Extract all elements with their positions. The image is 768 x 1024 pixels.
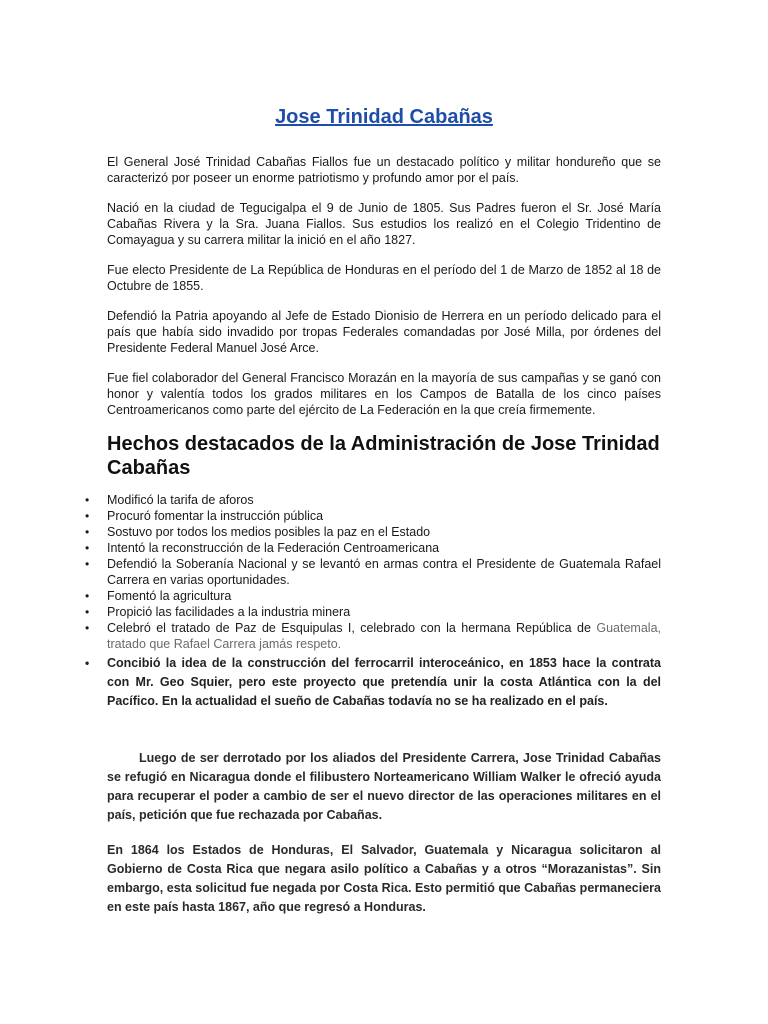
bullet-icon: • — [85, 493, 90, 507]
document-page — [85, 100, 661, 933]
list-item-text: Sostuvo por todos los medios posibles la paz en el Estado — [107, 525, 431, 539]
list-item — [85, 588, 661, 604]
list-item — [85, 604, 661, 620]
paragraph-presidency: Fue electo Presidente de La República de Honduras en el período del 1 de Marzo de 1852 al 18 de Octubre de 1855. — [107, 263, 661, 293]
list-item — [85, 556, 661, 588]
list-item — [85, 524, 661, 540]
bullet-icon: • — [85, 509, 90, 523]
bullet-icon: • — [85, 541, 90, 555]
list-item — [85, 540, 661, 556]
bullet-icon: • — [85, 605, 90, 619]
list-item — [85, 620, 661, 652]
bullet-icon: • — [85, 557, 90, 571]
list-item-text: Modificó la tarifa de aforos — [107, 493, 254, 507]
bullet-icon: • — [85, 621, 90, 635]
list-item-text: Celebró el tratado de Paz de Esquipulas I, celebrado con la hermana República de — [107, 621, 597, 635]
paragraph-exile: Luego de ser derrotado por los aliados del Presidente Carrera, Jose Trinidad Cabañas se refugió en Nicaragua donde el filibustero Norteamericano William Walker le ofreció ayuda para recuperar el poder a cambio de ser el nuevo director de las operaciones militares en el país, petición que fue rechazada por Cabañas. — [107, 751, 661, 822]
paragraph-defense: Defendió la Patria apoyando al Jefe de Estado Dionisio de Herrera en un período delicado para el país que había sido invadido por tropas Federales comandadas por José Milla, por órdenes del Presidente Federal Manuel José Arce. — [107, 309, 661, 355]
facts-list — [85, 492, 661, 711]
list-item — [85, 492, 661, 508]
bullet-icon: • — [85, 589, 90, 603]
paragraph-intro: El General José Trinidad Cabañas Fiallos fue un destacado político y militar hondureño que se caracterizó por poseer un enorme patriotismo y profundo amor por el país. — [107, 155, 661, 185]
bullet-icon: • — [85, 656, 90, 670]
list-item — [85, 654, 661, 711]
paragraph-asylum: En 1864 los Estados de Honduras, El Salvador, Guatemala y Nicaragua solicitaron al Gobierno de Costa Rica que negara asilo político a Cabañas y a otros “Morazanistas”. Sin embargo, esta solicitud fue negada por Costa Rica. Esto permitió que Cabañas permaneciera en este país hasta 1867, año que regresó a Honduras. — [107, 843, 661, 914]
list-item-text: Concibió la idea de la construcción del ferrocarril interoceánico, en 1853 hace la contrata con Mr. Geo Squier, pero este proyecto que pretendía unir la costa Atlántica con la del Pacífico. En la actualidad el sueño de Cabañas todavía no se ha realizado en el país. — [107, 656, 661, 708]
paragraph-birth: Nació en la ciudad de Tegucigalpa el 9 de Junio de 1805. Sus Padres fueron el Sr. José María Cabañas Rivera y la Sra. Juana Fiallos. Sus estudios los realizó en el Colegio Tridentino de Comayagua y su carrera militar la inició en el año 1827. — [107, 201, 661, 247]
section-heading: Hechos destacados de la Administración de Jose Trinidad Cabañas — [107, 433, 660, 479]
list-item-text: Procuró fomentar la instrucción pública — [107, 509, 324, 523]
bullet-icon: • — [85, 525, 90, 539]
paragraph-morazan: Fue fiel colaborador del General Francisco Morazán en la mayoría de sus campañas y se ganó con honor y valentía todos los grados militares en los Campos de Batalla de los cinco países Centroamericanos como parte del ejército de La Federación en la que creía firmemente. — [107, 371, 661, 417]
list-item-gray-text: Guatemala, tratado que Rafael Carrera jamás respeto. — [107, 621, 661, 651]
document-title: Jose Trinidad Cabañas — [275, 106, 493, 128]
list-item-text: Defendió la Soberanía Nacional y se levantó en armas contra el Presidente de Guatemala Rafael Carrera en varias oportunidades. — [107, 557, 661, 587]
list-item — [85, 508, 661, 524]
list-item-text: Intentó la reconstrucción de la Federación Centroamericana — [107, 541, 440, 555]
list-item-text: Fomentó la agricultura — [107, 589, 232, 603]
list-item-text: Propició las facilidades a la industria minera — [107, 605, 351, 619]
